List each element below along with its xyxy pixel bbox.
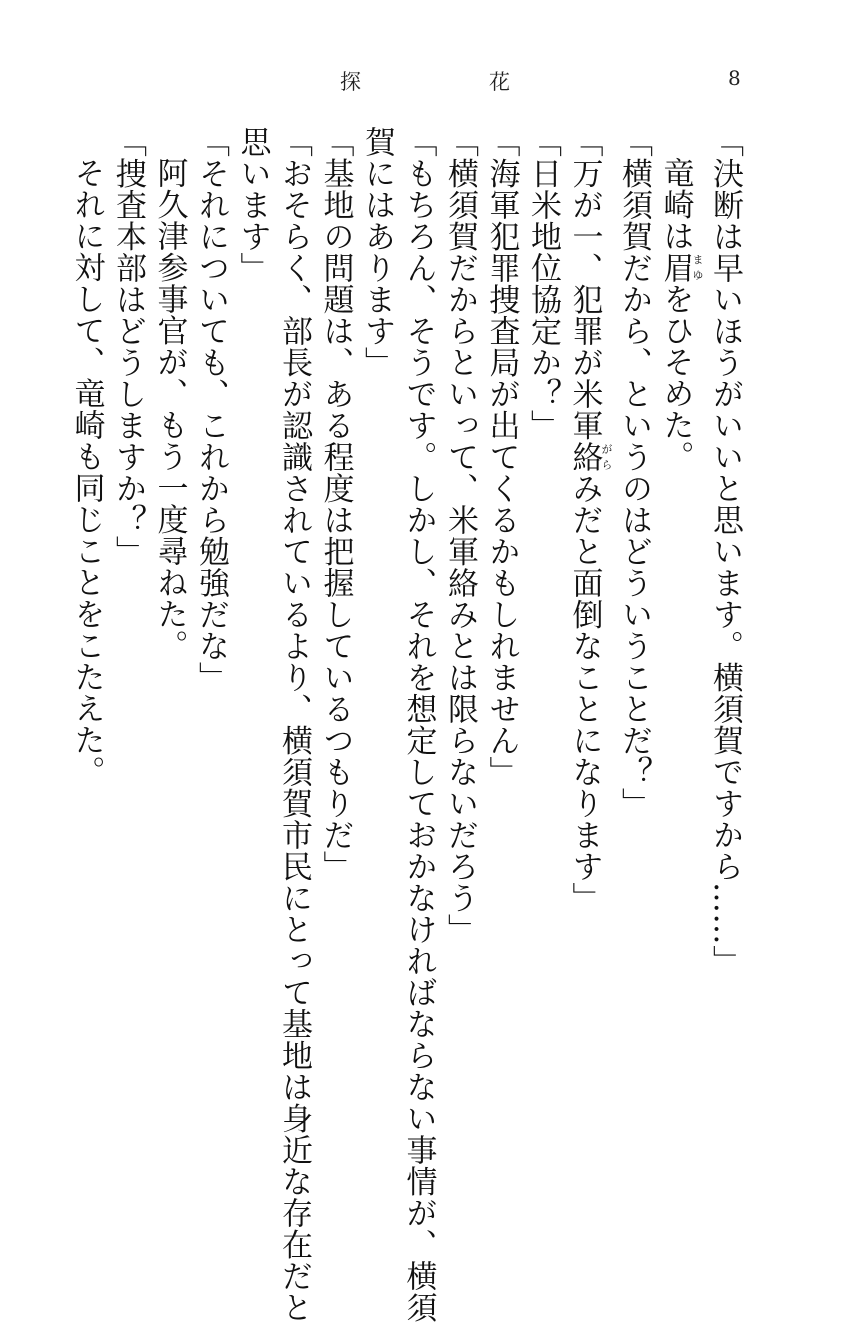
- text-line: 「捜査本部はどうしますか？」: [110, 126, 146, 567]
- text-line: それに対して、竜崎も同じことをこたえた。: [68, 157, 105, 787]
- furigana: 眉まゆ: [657, 251, 704, 283]
- text-line: 思います」: [234, 126, 271, 284]
- page-number: 8: [728, 66, 741, 90]
- running-title: [340, 66, 510, 96]
- running-title-left: 探: [340, 70, 361, 94]
- text-line: 「横須賀だからといって、米軍絡みとは限らないだろう」: [442, 126, 478, 945]
- running-title-right: 花: [489, 70, 510, 94]
- text-line: 「横須賀だから、というのはどういうことだ？」: [616, 126, 652, 819]
- text-line: 「基地の問題は、ある程度は把握しているつもりだ」: [317, 126, 354, 882]
- text-line-with-ruby: 「万が一、犯罪が米軍絡がらみだと面倒なことになります」: [566, 126, 613, 914]
- text-line: 「もちろん、そうです。しかし、それを想定しておかなければならない事情が、横須: [400, 126, 437, 1323]
- text-line-with-ruby: 竜崎は眉まゆをひそめた。: [657, 157, 704, 472]
- text-line: 「それについても、これから勉強だな」: [193, 126, 229, 693]
- text-line: 「日米地位協定か？」: [525, 126, 561, 441]
- text-line: 賀にはあります」: [359, 126, 395, 378]
- text-line: 「おそらく、部長が認識されているより、横須賀市民にとって基地は身近な存在だと: [276, 126, 312, 1323]
- furigana: 絡がら: [566, 441, 613, 473]
- vertical-body-text: [68, 126, 745, 1323]
- text-line: 阿久津参事官が、もう一度尋ねた。: [151, 157, 188, 661]
- text-line: 「決断は早いほうがいいと思います。横須賀ですから……」: [707, 126, 743, 977]
- text-line: 「海軍犯罪捜査局が出てくるかもしれません」: [483, 126, 520, 788]
